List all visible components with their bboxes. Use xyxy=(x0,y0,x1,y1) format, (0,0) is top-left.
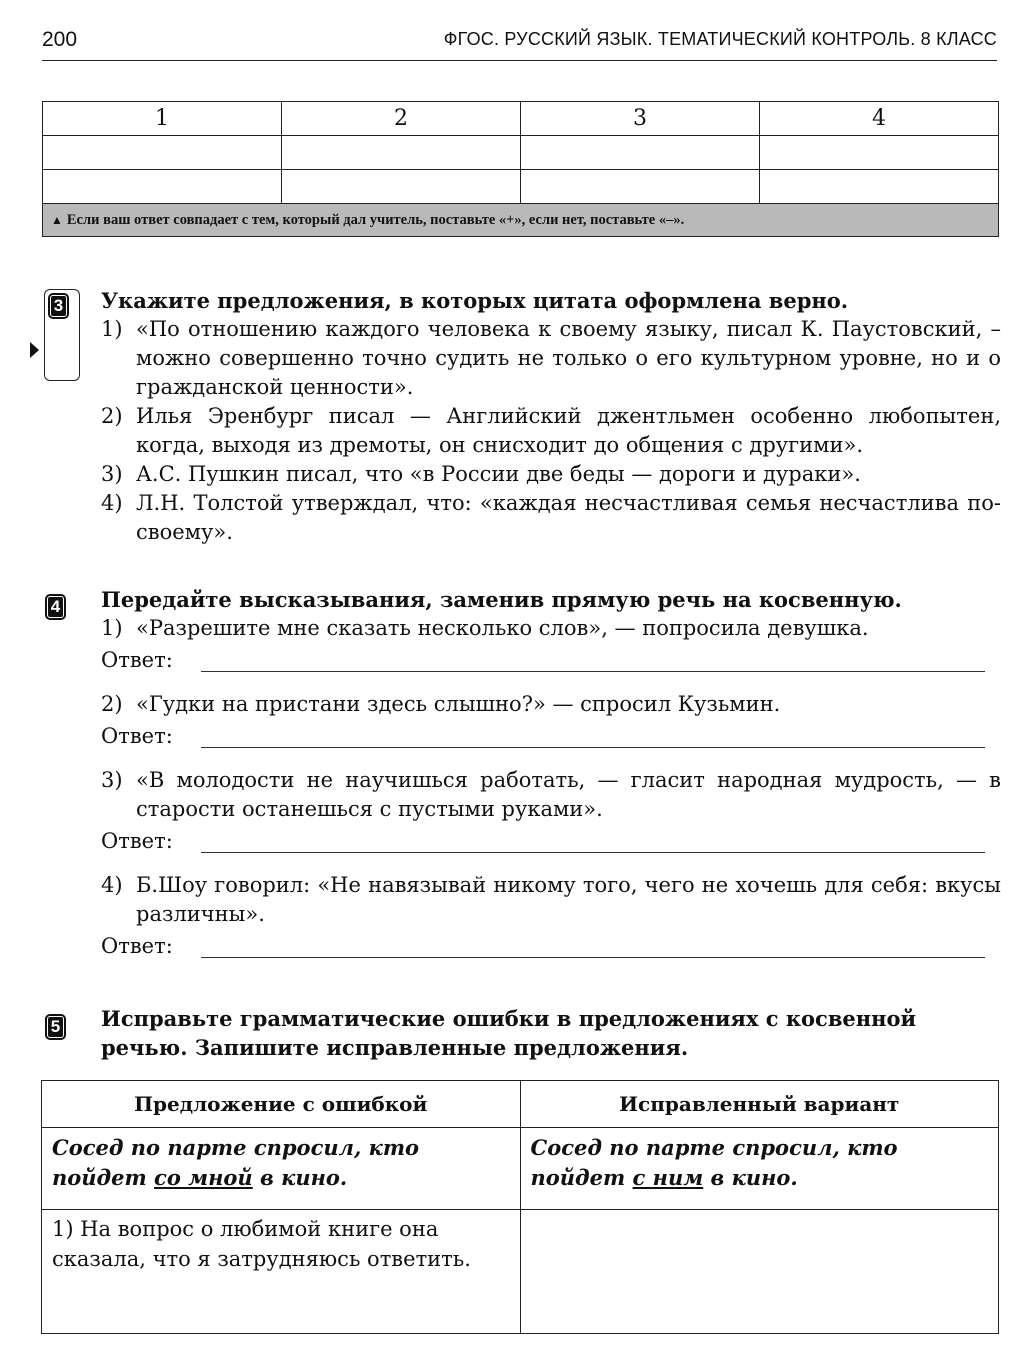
self-check-note xyxy=(43,204,999,237)
triangle-icon: ▲ xyxy=(51,212,63,227)
list-item: 3) «В молодости не научишься работать, — гласит народная мудрость, — в старости останешься с пустыми руками». xyxy=(101,768,1001,821)
answer-table xyxy=(42,101,999,237)
task-4-number-badge: 4 xyxy=(45,594,66,620)
check-cell[interactable] xyxy=(760,170,999,204)
answer-line: Ответ: xyxy=(101,827,1001,856)
list-item: 1) «По отношению каждого человека к своему языку, писал К. Паустовский, – можно совершенно точно судить не только о его культурном уровне, но и о гражданской ценности». xyxy=(101,317,1001,399)
answer-cell[interactable] xyxy=(760,136,999,170)
running-title: ФГОС. РУССКИЙ ЯЗЫК. ТЕМАТИЧЕСКИЙ КОНТРОЛЬ. 8 КЛАСС xyxy=(443,29,997,49)
correction-table xyxy=(41,1080,999,1334)
list-item: 2) Илья Эренбург писал — Английский джентльмен особенно любопытен, когда, выходя из дремоты, он снисходит до общения с другими». xyxy=(101,404,1001,457)
answer-cell[interactable] xyxy=(521,136,760,170)
answer-line: Ответ: xyxy=(101,722,1001,751)
page-header xyxy=(42,24,997,61)
answer-input[interactable] xyxy=(201,649,985,672)
answer-input[interactable] xyxy=(201,830,985,853)
answer-col-2: 2 xyxy=(282,102,521,136)
page-number: 200 xyxy=(42,28,78,51)
task-5-heading: Исправьте грамматические ошибки в предложениях с косвенной речью. Запишите исправленные предложения. xyxy=(101,1006,917,1060)
answer-line: Ответ: xyxy=(101,646,1001,675)
check-cell[interactable] xyxy=(282,170,521,204)
answer-line: Ответ: xyxy=(101,932,1001,961)
task-3-answer-box[interactable] xyxy=(44,289,80,381)
task-3 xyxy=(101,286,1001,547)
answer-col-4: 4 xyxy=(760,102,999,136)
example-error-cell: Сосед по парте спросил, кто пойдет со мной в кино. xyxy=(42,1128,521,1210)
table-row xyxy=(42,1210,999,1334)
answer-input[interactable] xyxy=(201,935,985,958)
answer-col-3: 3 xyxy=(521,102,760,136)
list-item: 4) Л.Н. Толстой утверждал, что: «каждая несчастливая семья несчастлива по-своему». xyxy=(101,491,1001,544)
task-5 xyxy=(101,1004,1001,1062)
check-cell[interactable] xyxy=(43,170,282,204)
list-item: 2) «Гудки на пристани здесь слышно?» — спросил Кузьмин. xyxy=(101,692,781,716)
check-cell[interactable] xyxy=(521,170,760,204)
task-3-number-badge: 3 xyxy=(48,293,69,319)
error-sentence-cell: 1) На вопрос о любимой книге она сказала, что я затрудняюсь ответить. xyxy=(42,1210,521,1334)
task-4 xyxy=(101,585,1001,961)
task-5-number-badge: 5 xyxy=(45,1014,66,1040)
list-item: 1) «Разрешите мне сказать несколько слов», — попросила девушка. xyxy=(101,616,869,640)
column-header-error: Предложение с ошибкой xyxy=(42,1081,521,1128)
task-3-heading: Укажите предложения, в которых цитата оформлена верно. xyxy=(101,288,849,313)
example-fixed-cell: Сосед по парте спросил, кто пойдет с ним в кино. xyxy=(520,1128,999,1210)
answer-input[interactable] xyxy=(201,725,985,748)
answer-col-1: 1 xyxy=(43,102,282,136)
answer-cell[interactable] xyxy=(282,136,521,170)
task-4-heading: Передайте высказывания, заменив прямую речь на косвенную. xyxy=(101,587,902,612)
list-item: 4) Б.Шоу говорил: «Не навязывай никому того, чего не хочешь для себя: вкусы различны». xyxy=(101,873,1001,926)
pointer-arrow-icon xyxy=(30,342,39,358)
list-item: 3) А.С. Пушкин писал, что «в России две беды — дороги и дураки». xyxy=(101,462,861,486)
answer-cell[interactable] xyxy=(43,136,282,170)
self-check-note-text: Если ваш ответ совпадает с тем, который дал учитель, поставьте «+», если нет, поставьте «–». xyxy=(66,211,685,228)
table-row xyxy=(42,1128,999,1210)
fixed-sentence-cell[interactable] xyxy=(520,1210,999,1334)
column-header-fixed: Исправленный вариант xyxy=(520,1081,999,1128)
